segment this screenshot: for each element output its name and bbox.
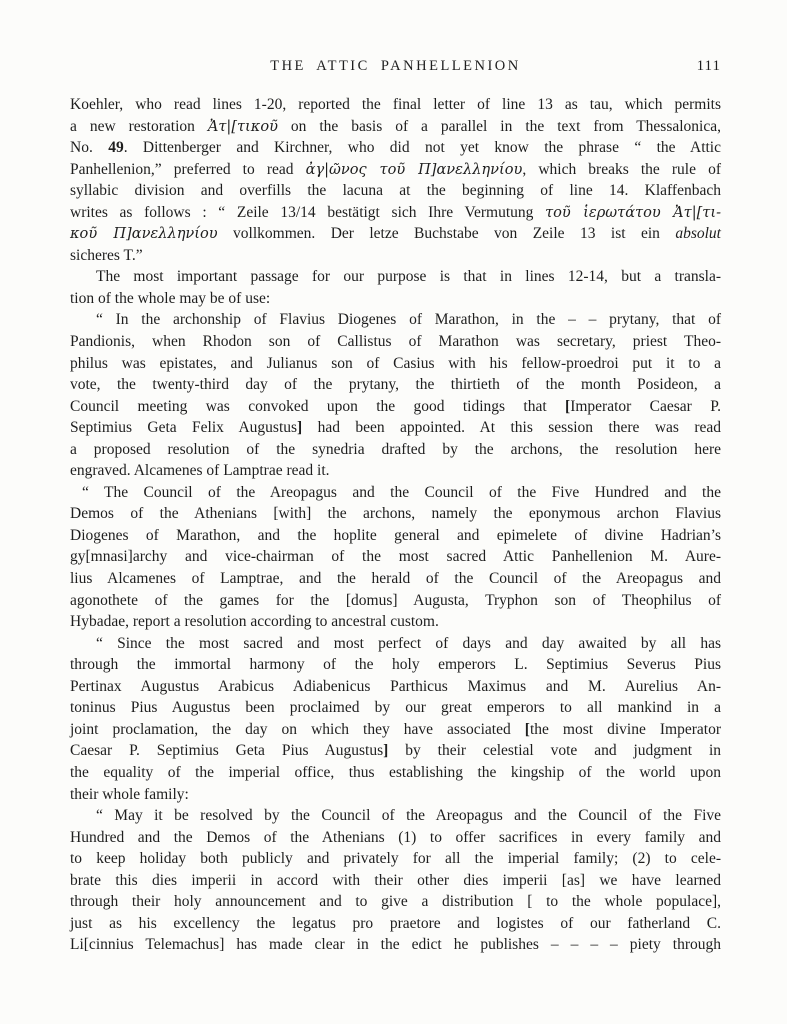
text-line xyxy=(70,288,721,310)
text-line xyxy=(70,934,721,956)
text-segment-g: Ἀτ|[τικοῦ xyxy=(207,117,278,135)
text-segment: writes as follows : “ Zeile 13/14 bestätigt sich Ihre Vermutung xyxy=(70,203,546,221)
text-line xyxy=(70,740,721,762)
text-line xyxy=(70,891,721,913)
text-line xyxy=(70,568,721,590)
text-line xyxy=(70,94,721,116)
text-line xyxy=(70,590,721,612)
text-segment-b: ] xyxy=(383,742,389,760)
text-line xyxy=(70,482,721,504)
text-line xyxy=(70,633,721,655)
paragraph xyxy=(70,309,721,481)
text-segment: Koehler, who read lines 1-20, reported the final letter of line 13 as tau, which permits xyxy=(70,96,721,113)
text-line xyxy=(70,762,721,784)
text-segment: through their holy announcement and to give a distribution [ to the whole populace], xyxy=(70,893,721,911)
text-segment: The most important passage for our purpose is that in lines 12-14, but a transla- xyxy=(96,268,721,286)
text-segment: their whole family: xyxy=(70,785,189,803)
text-segment: just as his excellency the legatus pro praetore and logistes of our fatherland C. xyxy=(70,914,721,932)
text-line xyxy=(70,202,721,224)
text-line xyxy=(70,460,721,482)
text-segment: gy[mnasi]archy and vice-chairman of the most sacred Attic Panhellenion M. Aure- xyxy=(70,548,721,566)
page-number: 111 xyxy=(696,58,721,74)
text-segment-b: [ xyxy=(524,720,530,738)
paragraph xyxy=(70,633,721,805)
paragraph xyxy=(70,266,721,309)
text-line xyxy=(70,654,721,676)
page-header xyxy=(70,58,721,78)
text-line xyxy=(70,848,721,870)
text-segment: engraved. Alcamenes of Lamptrae read it. xyxy=(70,462,330,480)
text-segment: , which breaks the rule of xyxy=(522,160,722,178)
text-line xyxy=(70,439,721,461)
text-segment: Li[cinnius Telemachus] has made clear in the edict he publishes – – – – piety through xyxy=(70,936,721,954)
text-segment: joint proclamation, the day on which they have associated xyxy=(70,720,525,738)
text-line xyxy=(70,159,721,181)
text-segment: tion of the whole may be of use: xyxy=(70,289,271,307)
text-line xyxy=(70,913,721,935)
text-segment: . Dittenberger and Kirchner, who did not yet know the phrase “ the Attic xyxy=(123,139,721,157)
text-line xyxy=(70,827,721,849)
text-segment: brate this dies imperii in accord with their other dies imperii [as] we have learned xyxy=(70,871,721,889)
text-segment: “ The Council of the Areopagus and the Council of the Five Hundred and the xyxy=(82,483,721,501)
text-line xyxy=(70,697,721,719)
text-segment: a proposed resolution of the synedria drafted by the archons, the resolution here xyxy=(70,440,721,458)
text-segment: No. xyxy=(70,139,109,157)
text-segment: on the basis of a parallel in the text from Thessalonica, xyxy=(277,117,721,135)
text-segment: a new restoration xyxy=(70,117,208,135)
text-line xyxy=(70,611,721,633)
text-segment: Panhellenion,” preferred to read xyxy=(70,160,306,178)
text-segment: Caesar P. Septimius Geta Pius Augustus xyxy=(70,742,384,760)
text-line xyxy=(70,309,721,331)
text-line xyxy=(70,676,721,698)
text-segment-g: ἀγ|ῶνος τοῦ Π]ανελληνίου xyxy=(305,160,523,178)
text-line xyxy=(70,546,721,568)
text-segment: syllabic division and overfills the lacuna at the beginning of line 14. Klaffenbach xyxy=(70,182,721,200)
text-line xyxy=(70,805,721,827)
running-title: THE ATTIC PANHELLENION xyxy=(270,58,521,74)
text-line xyxy=(70,503,721,525)
text-segment: by their celestial vote and judgment in xyxy=(388,742,721,760)
text-segment-b: 49 xyxy=(108,139,124,157)
text-line xyxy=(70,719,721,741)
text-segment: the most divine Imperator xyxy=(529,720,722,738)
text-line xyxy=(70,180,721,202)
text-segment: “ May it be resolved by the Council of the Areopagus and the Council of the Five xyxy=(96,807,721,825)
text-segment: Demos of the Athenians [with] the archons, namely the eponymous archon Flavius xyxy=(70,505,721,523)
text-line xyxy=(70,223,721,245)
paragraph xyxy=(70,805,721,956)
page-body xyxy=(70,94,721,956)
text-segment: “ In the archonship of Flavius Diogenes of Marathon, in the – – prytany, that of xyxy=(96,311,721,329)
text-segment: philus was epistates, and Julianus son of Casius with his fellow-proedroi put it to a xyxy=(70,354,721,372)
text-segment: vote, the twenty-third day of the prytany, the thirtieth of the month Posideon, a xyxy=(70,376,721,394)
text-segment: Imperator Caesar P. xyxy=(570,397,721,415)
text-segment: Hybadae, report a resolution according to ancestral custom. xyxy=(70,613,439,631)
text-line xyxy=(70,870,721,892)
text-segment: sicheres T.” xyxy=(70,246,143,264)
text-segment: Council meeting was convoked upon the good tidings that xyxy=(70,397,566,415)
text-line xyxy=(70,374,721,396)
text-segment-b: [ xyxy=(565,397,571,415)
text-line xyxy=(70,245,721,267)
text-line xyxy=(70,331,721,353)
text-line xyxy=(70,525,721,547)
text-line xyxy=(70,266,721,288)
text-segment: vollkommen. Der letze Buchstabe von Zeile 13 ist ein xyxy=(217,225,676,243)
text-segment: Diogenes of Marathon, and the hoplite general and epimelete of divine Hadrian’s xyxy=(70,526,721,544)
text-segment-g: κοῦ Π]ανελληνίου xyxy=(70,225,218,243)
text-segment: Pertinax Augustus Arabicus Adiabenicus Parthicus Maximus and M. Aurelius An- xyxy=(70,677,721,695)
text-segment: had been appointed. At this session there was read xyxy=(302,419,721,437)
text-segment-g: τοῦ ἱερωτάτου Ἀτ|[τι- xyxy=(545,203,721,221)
text-segment: to keep holiday both publicly and privately for all the imperial family; (2) to cele- xyxy=(70,850,721,868)
paragraph xyxy=(70,94,721,266)
text-line xyxy=(70,396,721,418)
text-segment: through the immortal harmony of the holy emperors L. Septimius Severus Pius xyxy=(70,656,721,674)
text-segment: toninus Pius Augustus been proclaimed by our great emperors to all mankind in a xyxy=(70,699,721,717)
text-segment: agonothete of the games for the [domus] Augusta, Tryphon son of Theophilus of xyxy=(70,591,721,609)
text-segment: “ Since the most sacred and most perfect of days and day awaited by all has xyxy=(96,634,721,652)
text-line xyxy=(70,784,721,806)
text-segment: Septimius Geta Felix Augustus xyxy=(70,419,298,437)
text-segment: the equality of the imperial office, thus establishing the kingship of the world upon xyxy=(70,763,721,781)
text-line xyxy=(70,137,721,159)
paragraph xyxy=(70,482,721,633)
text-segment-i: absolut xyxy=(675,225,721,243)
text-line xyxy=(70,116,721,138)
text-line xyxy=(70,417,721,439)
text-line xyxy=(70,353,721,375)
text-segment: lius Alcamenes of Lamptrae, and the herald of the Council of the Areopagus and xyxy=(70,570,721,588)
text-segment: Hundred and the Demos of the Athenians (1) to offer sacrifices in every family and xyxy=(70,828,721,846)
text-segment-b: ] xyxy=(297,419,303,437)
text-segment: Pandionis, when Rhodon son of Callistus of Marathon was secretary, priest Theo- xyxy=(70,333,721,351)
